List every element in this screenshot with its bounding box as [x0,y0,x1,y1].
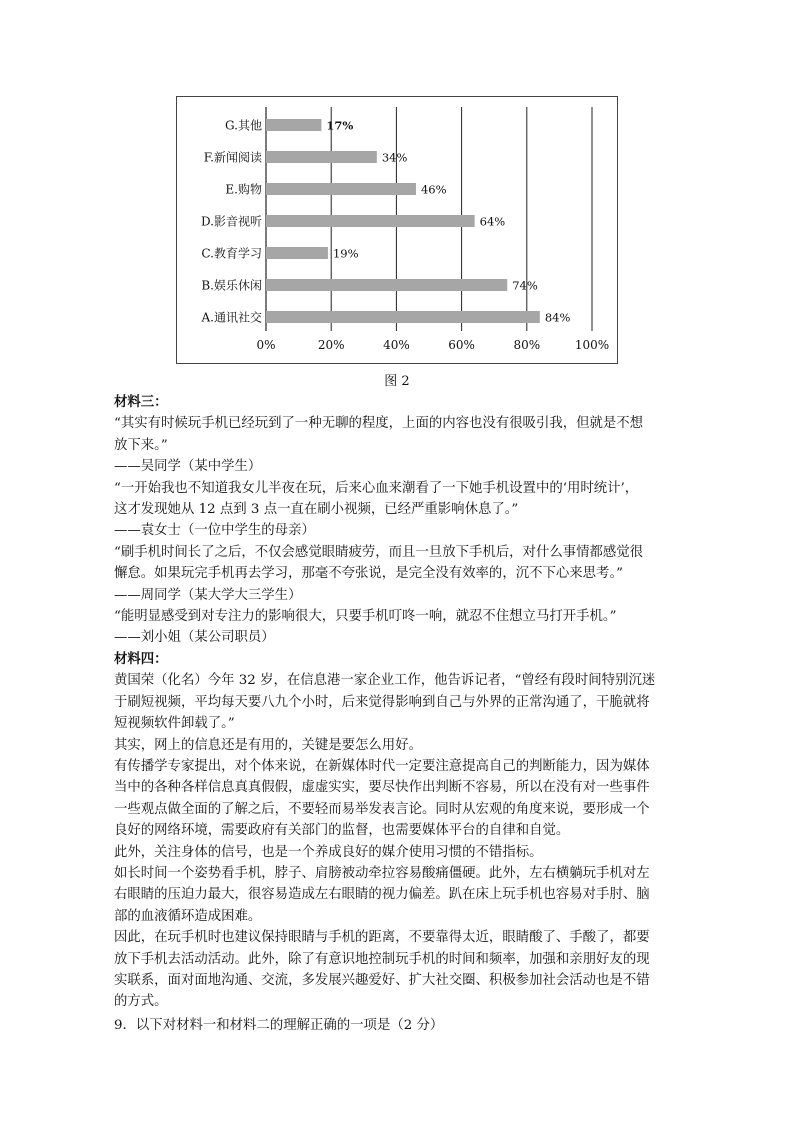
text-line: ——刘小姐（某公司职员） [114,630,275,646]
text-line: 有传播学专家提出，对个体来说，在新媒体时代一定要注意提高自己的判断能力，因为媒体 [114,758,650,774]
x-tick-label: 20% [317,338,345,352]
text-line: 于刷短视频，平均每天要八九个小时，后来觉得影响到自己与外界的正常沟通了，干脆就将 [114,694,650,710]
x-tick-label: 60% [448,338,475,352]
value-label: 46% [420,182,447,197]
text-line: 黄国荣（化名）今年 32 岁，在信息港一家企业工作，他告诉记者，“曾经有段时间特别沉迷 [114,673,656,689]
section-heading: 材料三： [114,394,168,410]
question-9: 9．以下对材料一和材料二的理解正确的一项是（2 分） [114,1017,444,1033]
figure-caption: 图 2 [384,374,410,389]
x-tick-label: 100% [574,338,610,352]
text-line: ——袁女士（一位中学生的母亲） [114,523,315,539]
bar [266,311,540,323]
text-line: “能明显感受到对专注力的影响很大，只要手机叮咚一响，就忍不住想立马打开手机。” [114,609,617,625]
text-line: 良好的网络环境，需要政府有关部门的监督，也需要媒体平台的自律和自觉。 [114,823,570,839]
bar [266,183,416,195]
bar [266,279,507,291]
bar-chart [176,96,618,364]
bar [266,119,321,131]
text-line: 此外，关注身体的信号，也是一个养成良好的媒介使用习惯的不错指标。 [114,844,543,860]
article-body [114,392,674,1037]
x-tick-label: 80% [513,338,541,352]
value-label: 34% [381,150,408,165]
text-line: 短视频软件卸载了。” [114,716,235,732]
text-line: 如长时间一个姿势看手机，脖子、肩膀被动牵拉容易酸痛僵硬。此外，左右横躺玩手机对左 [114,865,650,881]
bar [266,247,328,259]
text-line: “刷手机时间长了之后，不仅会感觉眼睛疲劳，而且一旦放下手机后，对什么事情都感觉很 [114,544,644,560]
bar [266,215,475,227]
text-line: 当中的各种各样信息真真假假，虚虚实实，要尽快作出判断不容易，所以在没有对一些事件 [114,780,650,796]
text-line: 的方式。 [114,994,168,1010]
x-tick-label: 0% [256,338,276,352]
category-label: B.娱乐休闲 [201,278,262,293]
text-line: ——周同学（某大学大三学生） [114,587,302,603]
section-heading: 材料四： [114,650,168,667]
category-label: F.新闻阅读 [203,150,262,165]
text-line: 这才发现她从 12 点到 3 点一直在刷小视频，已经严重影响休息了。” [114,502,519,518]
value-label: 64% [479,214,506,229]
text-line: 一些观点做全面的了解之后，不要轻而易举发表言论。同时从宏观的角度来说，要形成一个 [114,801,650,817]
text-line: 放下手机去活动活动。此外，除了有意识地控制玩手机的时间和频率，加强和亲朋好友的现 [114,951,650,967]
text-line: 右眼睛的压迫力最大，很容易造成左右眼睛的视力偏差。趴在床上玩手机也容易对手肘、脑 [114,887,650,903]
category-label: C.教育学习 [201,246,262,261]
text-line: ——吴同学（某中学生） [114,459,262,475]
category-label: E.购物 [225,182,262,197]
category-label: D.影音视听 [200,214,262,229]
category-label: G.其他 [225,118,262,133]
value-label: 84% [544,310,571,325]
category-label: A.通讯社交 [201,310,262,325]
value-label: 74% [512,278,538,293]
text-line: “其实有时候玩手机已经玩到了一种无聊的程度，上面的内容也没有很吸引我，但就是不想 [114,416,644,432]
x-tick-label: 40% [383,338,410,352]
text-line: 懈怠。如果玩完手机再去学习，那毫不夸张说，是完全没有效率的，沉不下心来思考。” [114,566,623,582]
text-line: 部的血液循环造成困难。 [114,908,262,924]
text-line: 其实，网上的信息还是有用的，关键是要怎么用好。 [114,737,422,753]
bar [266,151,377,163]
text-line: 实联系，面对面地沟通、交流，多发展兴趣爱好、扩大社交圈、积极参加社会活动也是不错 [114,972,650,988]
text-line: 放下来。” [114,437,168,453]
text-line: 因此，在玩手机时也建议保持眼睛与手机的距离，不要靠得太近，眼睛酸了、手酸了，都要 [114,930,650,946]
value-label: 17% [326,118,354,133]
bar-chart-svg [177,97,619,365]
value-label: 19% [332,246,359,261]
text-line: “一开始我也不知道我女儿半夜在玩，后来心血来潮看了一下她手机设置中的‘用时统计’， [114,480,639,496]
